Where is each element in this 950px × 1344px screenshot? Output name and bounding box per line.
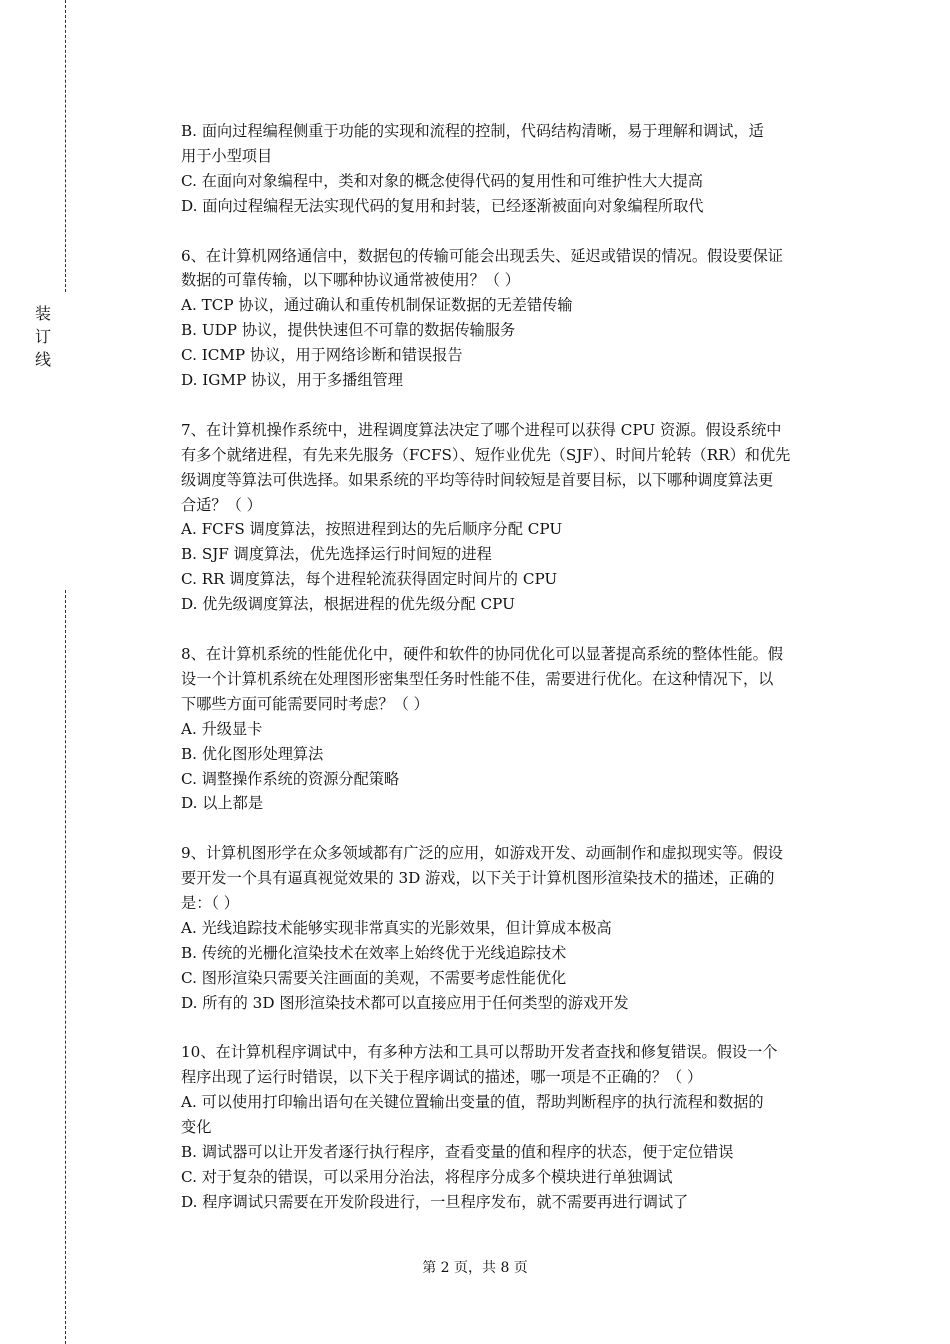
text-line: B. SJF 调度算法，优先选择运行时间短的进程 bbox=[181, 545, 492, 564]
text-line: 变化 bbox=[181, 1118, 212, 1137]
text-line: C. RR 调度算法，每个进程轮流获得固定时间片的 CPU bbox=[181, 570, 558, 589]
text-line: D. 所有的 3D 图形渲染技术都可以直接应用于任何类型的游戏开发 bbox=[181, 993, 629, 1012]
text-line: A. TCP 协议，通过确认和重传机制保证数据的无差错传输 bbox=[181, 296, 573, 315]
text-line: 合适？（ ） bbox=[181, 495, 262, 514]
text-line: A. 可以使用打印输出语句在关键位置输出变量的值，帮助判断程序的执行流程和数据的 bbox=[181, 1093, 764, 1112]
text-line: A. 升级显卡 bbox=[181, 719, 263, 738]
text-line: 程序出现了运行时错误，以下关于程序调试的描述，哪一项是不正确的？（ ） bbox=[181, 1068, 703, 1087]
text-line: 7、在计算机操作系统中，进程调度算法决定了哪个进程可以获得 CPU 资源。假设系统中 bbox=[181, 420, 782, 439]
question-gap bbox=[181, 393, 841, 418]
question-gap bbox=[181, 219, 841, 244]
text-line: B. UDP 协议，提供快速但不可靠的数据传输服务 bbox=[181, 321, 516, 340]
text-line: 级调度等算法可供选择。如果系统的平均等待时间较短是首要目标，以下哪种调度算法更 bbox=[181, 470, 774, 489]
text-line: 10、在计算机程序调试中，有多种方法和工具可以帮助开发者查找和修复错误。假设一个 bbox=[181, 1043, 778, 1062]
question-gap bbox=[181, 816, 841, 841]
text-line: D. 优先级调度算法，根据进程的优先级分配 CPU bbox=[181, 595, 515, 614]
text-line: B. 传统的光栅化渲染技术在效率上始终优于光线追踪技术 bbox=[181, 943, 567, 962]
text-line: B. 面向过程编程侧重于功能的实现和流程的控制，代码结构清晰，易于理解和调试，适 bbox=[181, 122, 764, 140]
exam-questions bbox=[181, 119, 841, 1215]
text-line: C. 图形渲染只需要关注画面的美观，不需要考虑性能优化 bbox=[181, 968, 567, 987]
binding-label-char: 装 bbox=[34, 304, 51, 323]
text-line: B. 优化图形处理算法 bbox=[181, 744, 324, 763]
text-line: 有多个就绪进程，有先来先服务（FCFS）、短作业优先（SJF）、时间片轮转（RR）和优先 bbox=[181, 445, 791, 464]
text-line: C. 对于复杂的错误，可以采用分治法，将程序分成多个模块进行单独调试 bbox=[181, 1167, 673, 1186]
text-line: 是：（ ） bbox=[181, 894, 239, 913]
binding-dash-bottom bbox=[65, 590, 66, 1344]
question-gap bbox=[181, 617, 841, 642]
binding-label bbox=[32, 302, 54, 371]
binding-label-char: 订 bbox=[34, 327, 51, 346]
text-line: 数据的可靠传输，以下哪种协议通常被使用？（ ） bbox=[181, 271, 520, 290]
text-line: D. 程序调试只需要在开发阶段进行，一旦程序发布，就不需要再进行调试了 bbox=[181, 1192, 689, 1211]
page-number: 第 2 页，共 8 页 bbox=[422, 1260, 528, 1276]
text-line: 下哪些方面可能需要同时考虑？（ ） bbox=[181, 694, 429, 713]
text-line: 8、在计算机系统的性能优化中，硬件和软件的协同优化可以显著提高系统的整体性能。假 bbox=[181, 644, 783, 663]
text-line: 6、在计算机网络通信中，数据包的传输可能会出现丢失、延迟或错误的情况。假设要保证 bbox=[181, 246, 783, 265]
text-line: 9、计算机图形学在众多领域都有广泛的应用，如游戏开发、动画制作和虚拟现实等。假设 bbox=[181, 844, 783, 863]
text-line: 用于小型项目 bbox=[181, 146, 273, 165]
binding-dash-top bbox=[65, 0, 66, 292]
text-line: B. 调试器可以让开发者逐行执行程序，查看变量的值和程序的状态，便于定位错误 bbox=[181, 1143, 734, 1162]
text-line: 要开发一个具有逼真视觉效果的 3D 游戏，以下关于计算机图形渲染技术的描述，正确的 bbox=[181, 869, 775, 888]
binding-label-char: 线 bbox=[34, 350, 51, 369]
text-line: D. 面向过程编程无法实现代码的复用和封装，已经逐渐被面向对象编程所取代 bbox=[181, 196, 704, 215]
text-line: A. 光线追踪技术能够实现非常真实的光影效果，但计算成本极高 bbox=[181, 918, 612, 937]
text-line: C. 在面向对象编程中，类和对象的概念使得代码的复用性和可维护性大大提高 bbox=[181, 171, 703, 190]
text-line: A. FCFS 调度算法，按照进程到达的先后顺序分配 CPU bbox=[181, 520, 563, 539]
text-line: 设一个计算机系统在处理图形密集型任务时性能不佳，需要进行优化。在这种情况下，以 bbox=[181, 669, 774, 688]
text-line: C. 调整操作系统的资源分配策略 bbox=[181, 769, 400, 788]
question-gap bbox=[181, 1016, 841, 1041]
text-line: D. IGMP 协议，用于多播组管理 bbox=[181, 371, 403, 390]
text-line: D. 以上都是 bbox=[181, 794, 264, 813]
text-line: C. ICMP 协议，用于网络诊断和错误报告 bbox=[181, 346, 463, 365]
